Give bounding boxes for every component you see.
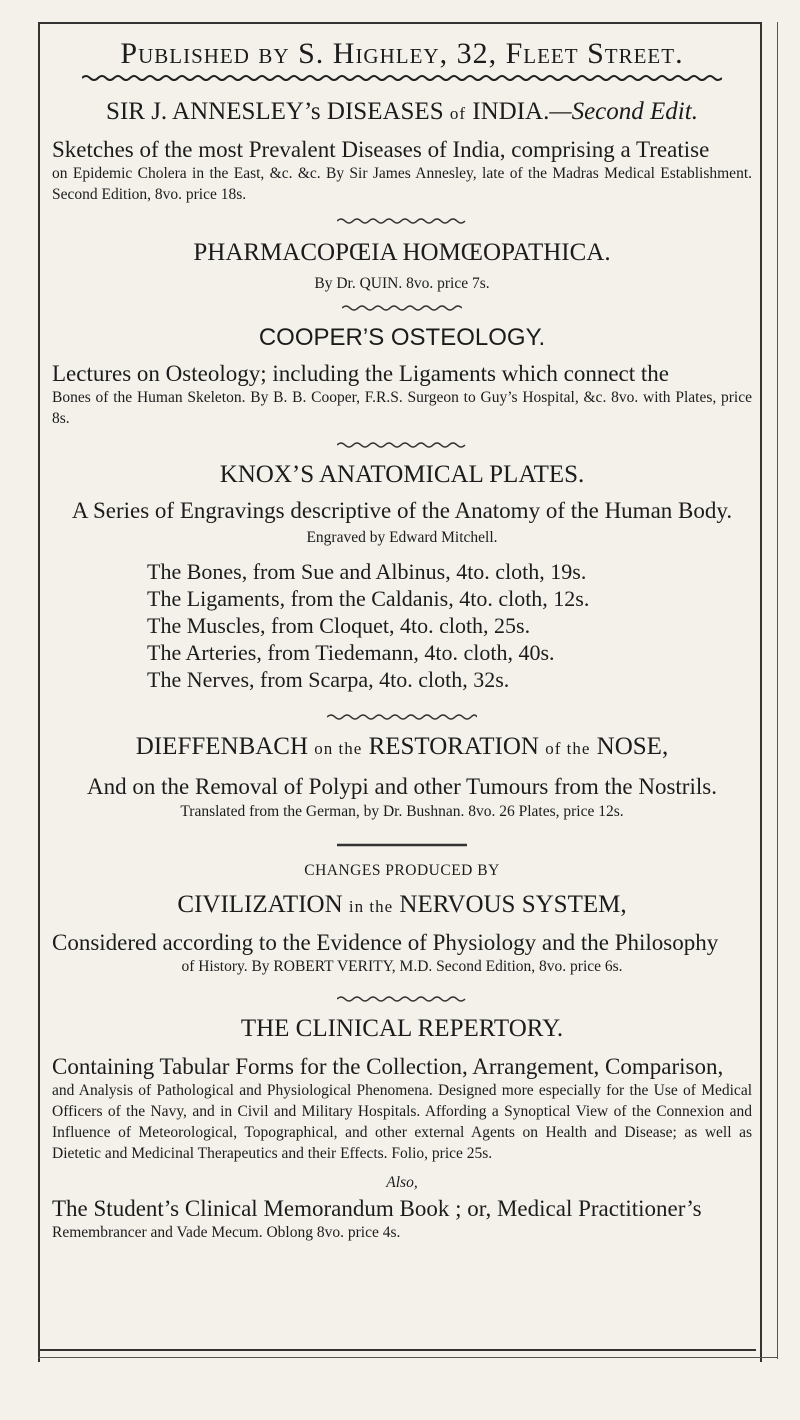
list-item: The Nerves, from Scarpa, 4to. cloth, 32s. <box>147 667 510 692</box>
listing-annesley <box>52 96 752 205</box>
listing-title: CIVILIZATION in the NERVOUS SYSTEM, <box>177 891 627 918</box>
listing-lead: Lectures on Osteology; including the Ligaments which connect the <box>52 361 670 386</box>
listing-title: SIR J. ANNESLEY’s DISEASES of INDIA.—Second Edit. <box>106 98 698 125</box>
listing-title: PHARMACOPŒIA HOMŒOPATHICA. <box>193 239 611 266</box>
page-border-bottom-outer <box>38 1357 778 1358</box>
rule-wavy <box>337 217 467 225</box>
page-border-bottom <box>38 1349 756 1351</box>
rule-wavy <box>342 304 462 312</box>
listing-also-lead: The Student’s Clinical Memorandum Book ; or, Medical Practitioner’s <box>52 1196 702 1221</box>
listing-detail: and Analysis of Pathological and Physiological Phenomena. Designed more especially for the Use of Medical Officers of the Navy, and in Civil and Military Hospitals. Affording a Synoptical View of the Connexion and Influence of Meteorological, Topographical, and other external Agents on Health and Disease; as well as Dietetic and Medicinal Therapeutics and their Effects. Folio, price 25s. <box>52 1082 752 1162</box>
listing-detail: Translated from the German, by Dr. Bushnan. 8vo. 26 Plates, price 12s. <box>180 803 624 820</box>
listing-detail: of History. By ROBERT VERITY, M.D. Second Edition, 8vo. price 6s. <box>181 958 623 975</box>
listing-title: DIEFFENBACH on the RESTORATION of the NOSE, <box>135 733 669 760</box>
list-item: The Ligaments, from the Caldanis, 4to. cloth, 12s. <box>147 586 590 611</box>
rule-wavy <box>337 441 467 449</box>
rule-straight <box>337 842 467 848</box>
page-border-outer <box>777 22 778 1359</box>
listing-cooper <box>52 322 752 429</box>
listing-also: Also, <box>386 1174 418 1191</box>
listing-clinical <box>52 1013 752 1243</box>
listing-dieffenbach <box>52 731 752 822</box>
listing-pretitle: CHANGES PRODUCED BY <box>304 862 500 879</box>
listing-quin <box>52 237 752 294</box>
listing-verity <box>52 860 752 977</box>
listing-lead: Containing Tabular Forms for the Collection, Arrangement, Comparison, <box>52 1054 724 1079</box>
listing-title: KNOX’S ANATOMICAL PLATES. <box>219 461 585 488</box>
rule-wavy <box>337 995 467 1003</box>
listing-lead: Considered according to the Evidence of Physiology and the Philosophy <box>52 930 719 955</box>
listing-knox <box>52 459 752 693</box>
listing-lead: Sketches of the most Prevalent Diseases of India, comprising a Treatise <box>52 137 710 162</box>
advertisement-page <box>52 30 752 1243</box>
listing-title: THE CLINICAL REPERTORY. <box>240 1015 564 1042</box>
listing-detail: Bones of the Human Skeleton. By B. B. Cooper, F.R.S. Surgeon to Guy’s Hospital, &c. 8vo. with Plates, price 8s. <box>52 389 752 427</box>
rule-wavy-long <box>82 74 722 82</box>
list-item: The Bones, from Sue and Albinus, 4to. cloth, 19s. <box>147 559 587 584</box>
list-item: The Muscles, from Cloquet, 4to. cloth, 25s. <box>147 613 531 638</box>
listing-lead: And on the Removal of Polypi and other Tumours from the Nostrils. <box>87 774 717 799</box>
list-item: The Arteries, from Tiedemann, 4to. cloth, 40s. <box>147 640 555 665</box>
listing-byline: By Dr. QUIN. 8vo. price 7s. <box>314 275 490 292</box>
listing-title: COOPER’S OSTEOLOGY. <box>258 324 546 351</box>
listing-engraver: Engraved by Edward Mitchell. <box>306 529 498 546</box>
listing-detail: on Epidemic Cholera in the East, &c. &c. By Sir James Annesley, late of the Madras Medical Establishment. Second Edition, 8vo. price 18s. <box>52 165 752 203</box>
publisher-header: Published by S. Highley, 32, Fleet Street. <box>120 37 684 70</box>
listing-lead: A Series of Engravings descriptive of the Anatomy of the Human Body. <box>71 498 733 523</box>
rule-wavy <box>327 713 477 721</box>
listing-also-detail: Remembrancer and Vade Mecum. Oblong 8vo. price 4s. <box>52 1224 401 1241</box>
